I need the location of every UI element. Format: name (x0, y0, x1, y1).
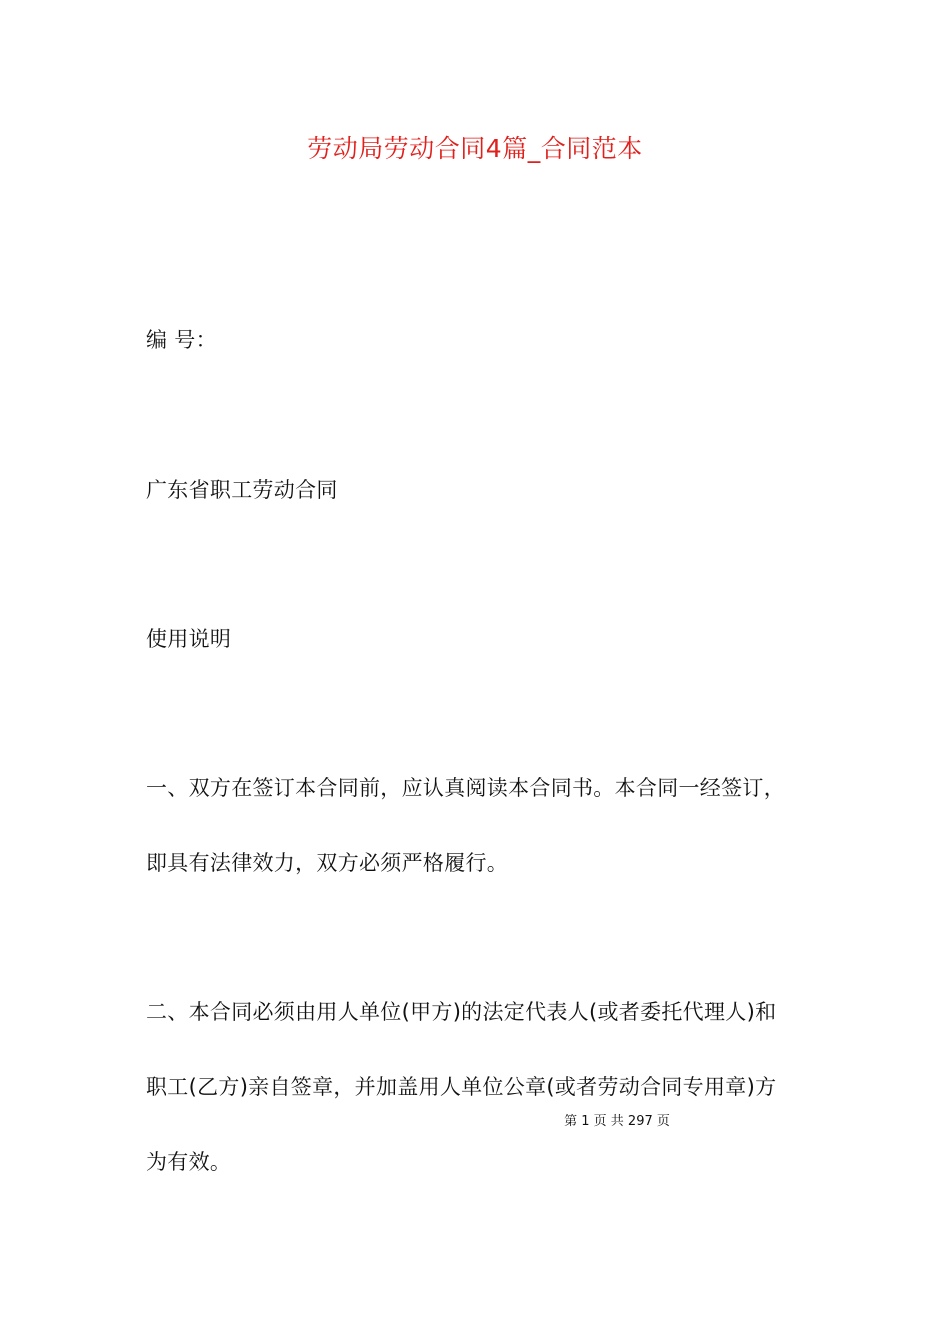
document-title: 劳动局劳动合同4篇_合同范本 (307, 134, 643, 163)
paragraph-line: 职工(乙方)亲自签章，并加盖用人单位公章(或者劳动合同专用章)方 (146, 1075, 777, 1099)
usage-instructions-heading: 使用说明 (146, 627, 232, 651)
paragraph-line: 二、本合同必须由用人单位(甲方)的法定代表人(或者委托代理人)和 (146, 1000, 777, 1024)
paragraph-line: 即具有法律效力，双方必须严格履行。 (146, 851, 509, 875)
page-number-footer: 第 1 页 共 297 页 (564, 1114, 670, 1129)
paragraph-line: 一、双方在签订本合同前，应认真阅读本合同书。本合同一经签订， (146, 776, 785, 800)
contract-heading: 广东省职工劳动合同 (146, 478, 338, 502)
contract-number-label: 编 号： (146, 328, 217, 352)
paragraph-line: 为有效。 (146, 1150, 232, 1174)
